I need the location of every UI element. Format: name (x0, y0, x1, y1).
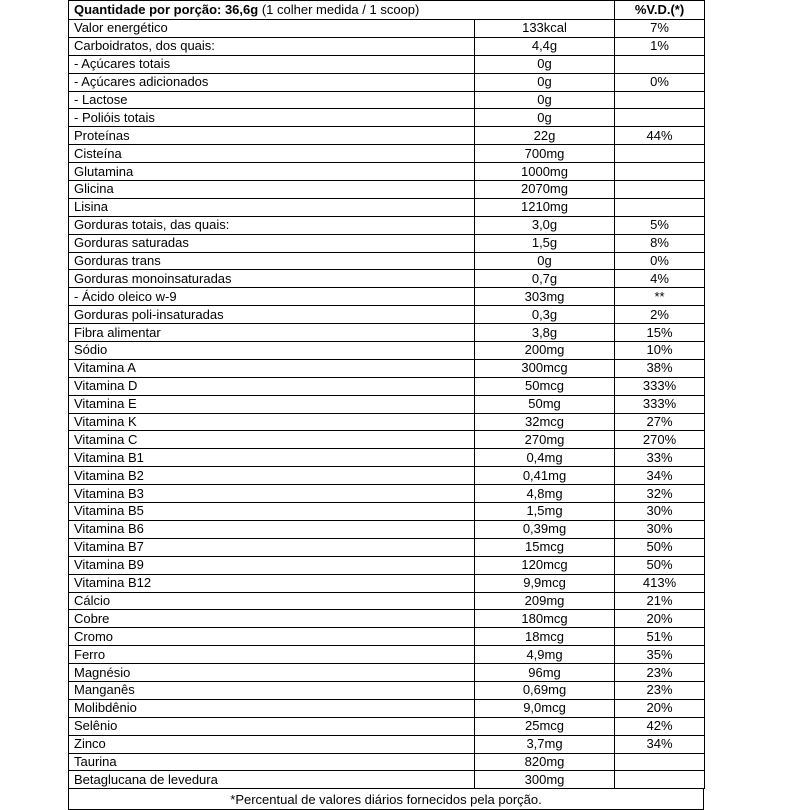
table-row (69, 449, 705, 467)
nutrient-amount: 303mg (475, 288, 615, 306)
nutrient-name: Vitamina B5 (69, 503, 475, 521)
nutrient-name: Sódio (69, 342, 475, 360)
nutrient-amount: 3,8g (475, 324, 615, 342)
nutrient-daily-value (615, 91, 705, 109)
nutrient-amount: 9,9mcg (475, 574, 615, 592)
nutrient-name: Vitamina E (69, 395, 475, 413)
nutrient-name: Gorduras trans (69, 252, 475, 270)
nutrient-amount: 0g (475, 55, 615, 73)
nutrient-daily-value (615, 163, 705, 181)
nutrient-daily-value: 15% (615, 324, 705, 342)
nutrient-amount: 25mcg (475, 717, 615, 735)
nutrient-daily-value (615, 181, 705, 199)
nutrient-name: - Ácido oleico w-9 (69, 288, 475, 306)
serving-size-subtitle: (1 colher medida / 1 scoop) (261, 2, 420, 17)
nutrient-amount: 4,4g (475, 37, 615, 55)
table-row (69, 91, 705, 109)
nutrient-daily-value (615, 198, 705, 216)
nutrient-name: Vitamina B9 (69, 556, 475, 574)
nutrient-daily-value: 21% (615, 592, 705, 610)
nutrient-name: Gorduras saturadas (69, 234, 475, 252)
nutrient-amount: 96mg (475, 664, 615, 682)
nutrient-daily-value: 8% (615, 234, 705, 252)
table-row (69, 145, 705, 163)
nutrient-name: Glutamina (69, 163, 475, 181)
nutrient-daily-value: 2% (615, 306, 705, 324)
nutrient-amount: 820mg (475, 753, 615, 771)
nutrient-daily-value: 34% (615, 467, 705, 485)
nutrient-amount: 200mg (475, 342, 615, 360)
nutrient-amount: 0,39mg (475, 520, 615, 538)
daily-value-header: %V.D.(*) (615, 1, 705, 20)
nutrient-amount: 700mg (475, 145, 615, 163)
nutrient-daily-value: 35% (615, 646, 705, 664)
nutrient-name: Cisteína (69, 145, 475, 163)
nutrient-name: Betaglucana de levedura (69, 771, 475, 789)
nutrient-name: Valor energético (69, 20, 475, 38)
nutrient-daily-value (615, 109, 705, 127)
nutrient-daily-value: 38% (615, 359, 705, 377)
nutrient-daily-value: 23% (615, 664, 705, 682)
nutrient-amount: 9,0mcg (475, 699, 615, 717)
nutrient-name: Vitamina B2 (69, 467, 475, 485)
nutrient-amount: 1210mg (475, 198, 615, 216)
table-row (69, 413, 705, 431)
nutrient-daily-value: 20% (615, 610, 705, 628)
nutrient-name: Vitamina K (69, 413, 475, 431)
nutrient-name: - Açúcares totais (69, 55, 475, 73)
nutrient-daily-value: 4% (615, 270, 705, 288)
nutrient-amount: 133kcal (475, 20, 615, 38)
table-row (69, 127, 705, 145)
nutrient-name: Cromo (69, 628, 475, 646)
table-row (69, 55, 705, 73)
table-row (69, 681, 705, 699)
nutrient-daily-value: 50% (615, 556, 705, 574)
nutrient-daily-value (615, 771, 705, 789)
nutrient-amount: 0,4mg (475, 449, 615, 467)
nutrient-daily-value: 270% (615, 431, 705, 449)
table-row (69, 163, 705, 181)
nutrient-daily-value: 0% (615, 73, 705, 91)
nutrient-amount: 300mcg (475, 359, 615, 377)
nutrient-amount: 50mg (475, 395, 615, 413)
table-row (69, 467, 705, 485)
nutrient-name: - Lactose (69, 91, 475, 109)
nutrient-daily-value: 10% (615, 342, 705, 360)
nutrient-name: Molibdênio (69, 699, 475, 717)
table-row (69, 216, 705, 234)
table-row (69, 735, 705, 753)
table-row (69, 252, 705, 270)
nutrient-amount: 0g (475, 73, 615, 91)
nutrient-amount: 4,9mg (475, 646, 615, 664)
nutrient-daily-value: 32% (615, 485, 705, 503)
table-row (69, 109, 705, 127)
nutrient-name: Glicina (69, 181, 475, 199)
nutrient-name: Ferro (69, 646, 475, 664)
nutrient-daily-value: 51% (615, 628, 705, 646)
table-row (69, 538, 705, 556)
nutrient-amount: 18mcg (475, 628, 615, 646)
nutrient-name: Taurina (69, 753, 475, 771)
nutrient-amount: 15mcg (475, 538, 615, 556)
nutrient-name: Cobre (69, 610, 475, 628)
nutrient-amount: 300mg (475, 771, 615, 789)
nutrient-amount: 32mcg (475, 413, 615, 431)
table-row (69, 556, 705, 574)
table-row (69, 37, 705, 55)
nutrient-amount: 2070mg (475, 181, 615, 199)
nutrient-daily-value: 30% (615, 503, 705, 521)
nutrition-table-body (69, 1, 705, 789)
table-row (69, 574, 705, 592)
nutrient-daily-value: 30% (615, 520, 705, 538)
nutrient-amount: 180mcg (475, 610, 615, 628)
nutrient-amount: 3,7mg (475, 735, 615, 753)
nutrient-daily-value: 42% (615, 717, 705, 735)
nutrient-daily-value: ** (615, 288, 705, 306)
nutrient-daily-value: 34% (615, 735, 705, 753)
table-row (69, 288, 705, 306)
nutrient-amount: 209mg (475, 592, 615, 610)
serving-size-cell (69, 1, 615, 20)
nutrient-name: Cálcio (69, 592, 475, 610)
nutrient-amount: 0,3g (475, 306, 615, 324)
nutrient-daily-value: 7% (615, 20, 705, 38)
nutrient-daily-value: 413% (615, 574, 705, 592)
table-row (69, 503, 705, 521)
nutrient-name: Gorduras monoinsaturadas (69, 270, 475, 288)
table-row (69, 628, 705, 646)
nutrient-amount: 0,41mg (475, 467, 615, 485)
nutrient-daily-value: 5% (615, 216, 705, 234)
table-row (69, 431, 705, 449)
nutrient-name: Selênio (69, 717, 475, 735)
nutrient-amount: 22g (475, 127, 615, 145)
nutrient-name: Vitamina D (69, 377, 475, 395)
nutrient-amount: 270mg (475, 431, 615, 449)
table-header-row (69, 1, 705, 20)
nutrient-name: Lisina (69, 198, 475, 216)
table-row (69, 324, 705, 342)
nutrient-daily-value: 23% (615, 681, 705, 699)
nutrient-amount: 1,5g (475, 234, 615, 252)
nutrient-name: Gorduras poli-insaturadas (69, 306, 475, 324)
table-row (69, 234, 705, 252)
table-row (69, 270, 705, 288)
nutrient-name: Manganês (69, 681, 475, 699)
nutrient-name: Magnésio (69, 664, 475, 682)
nutrient-daily-value: 1% (615, 37, 705, 55)
table-row (69, 520, 705, 538)
nutrient-amount: 120mcg (475, 556, 615, 574)
nutrient-name: Proteínas (69, 127, 475, 145)
table-row (69, 359, 705, 377)
nutrition-table-container (68, 0, 704, 810)
table-row (69, 646, 705, 664)
nutrient-name: Vitamina A (69, 359, 475, 377)
table-row (69, 485, 705, 503)
nutrient-name: Vitamina B12 (69, 574, 475, 592)
table-row (69, 771, 705, 789)
nutrient-daily-value (615, 55, 705, 73)
serving-size-title: Quantidade por porção: 36,6g (74, 2, 259, 17)
nutrient-amount: 50mcg (475, 377, 615, 395)
table-row (69, 717, 705, 735)
table-row (69, 610, 705, 628)
nutrient-amount: 0,7g (475, 270, 615, 288)
nutrient-daily-value: 44% (615, 127, 705, 145)
nutrient-amount: 4,8mg (475, 485, 615, 503)
nutrient-daily-value: 27% (615, 413, 705, 431)
nutrient-daily-value: 50% (615, 538, 705, 556)
nutrient-daily-value: 33% (615, 449, 705, 467)
nutrient-amount: 1000mg (475, 163, 615, 181)
nutrient-amount: 0,69mg (475, 681, 615, 699)
nutrient-daily-value: 333% (615, 377, 705, 395)
table-row (69, 699, 705, 717)
nutrient-daily-value: 20% (615, 699, 705, 717)
table-row (69, 342, 705, 360)
nutrient-amount: 3,0g (475, 216, 615, 234)
table-row (69, 20, 705, 38)
nutrient-name: Fibra alimentar (69, 324, 475, 342)
table-row (69, 753, 705, 771)
footnote: *Percentual de valores diários fornecidos pela porção. (68, 789, 704, 810)
table-row (69, 592, 705, 610)
nutrient-amount: 0g (475, 252, 615, 270)
nutrient-amount: 1,5mg (475, 503, 615, 521)
nutrient-name: Carboidratos, dos quais: (69, 37, 475, 55)
nutrient-name: - Polióis totais (69, 109, 475, 127)
nutrient-amount: 0g (475, 91, 615, 109)
nutrient-daily-value: 0% (615, 252, 705, 270)
table-row (69, 73, 705, 91)
nutrient-name: Gorduras totais, das quais: (69, 216, 475, 234)
nutrient-amount: 0g (475, 109, 615, 127)
nutrient-name: Vitamina B1 (69, 449, 475, 467)
table-row (69, 306, 705, 324)
nutrition-facts-table (68, 0, 705, 789)
table-row (69, 664, 705, 682)
table-row (69, 181, 705, 199)
table-row (69, 395, 705, 413)
nutrient-name: Zinco (69, 735, 475, 753)
nutrient-daily-value (615, 753, 705, 771)
nutrient-name: Vitamina B6 (69, 520, 475, 538)
nutrient-name: Vitamina C (69, 431, 475, 449)
nutrient-name: Vitamina B7 (69, 538, 475, 556)
table-row (69, 377, 705, 395)
nutrient-daily-value (615, 145, 705, 163)
nutrient-daily-value: 333% (615, 395, 705, 413)
nutrient-name: - Açúcares adicionados (69, 73, 475, 91)
table-row (69, 198, 705, 216)
nutrient-name: Vitamina B3 (69, 485, 475, 503)
